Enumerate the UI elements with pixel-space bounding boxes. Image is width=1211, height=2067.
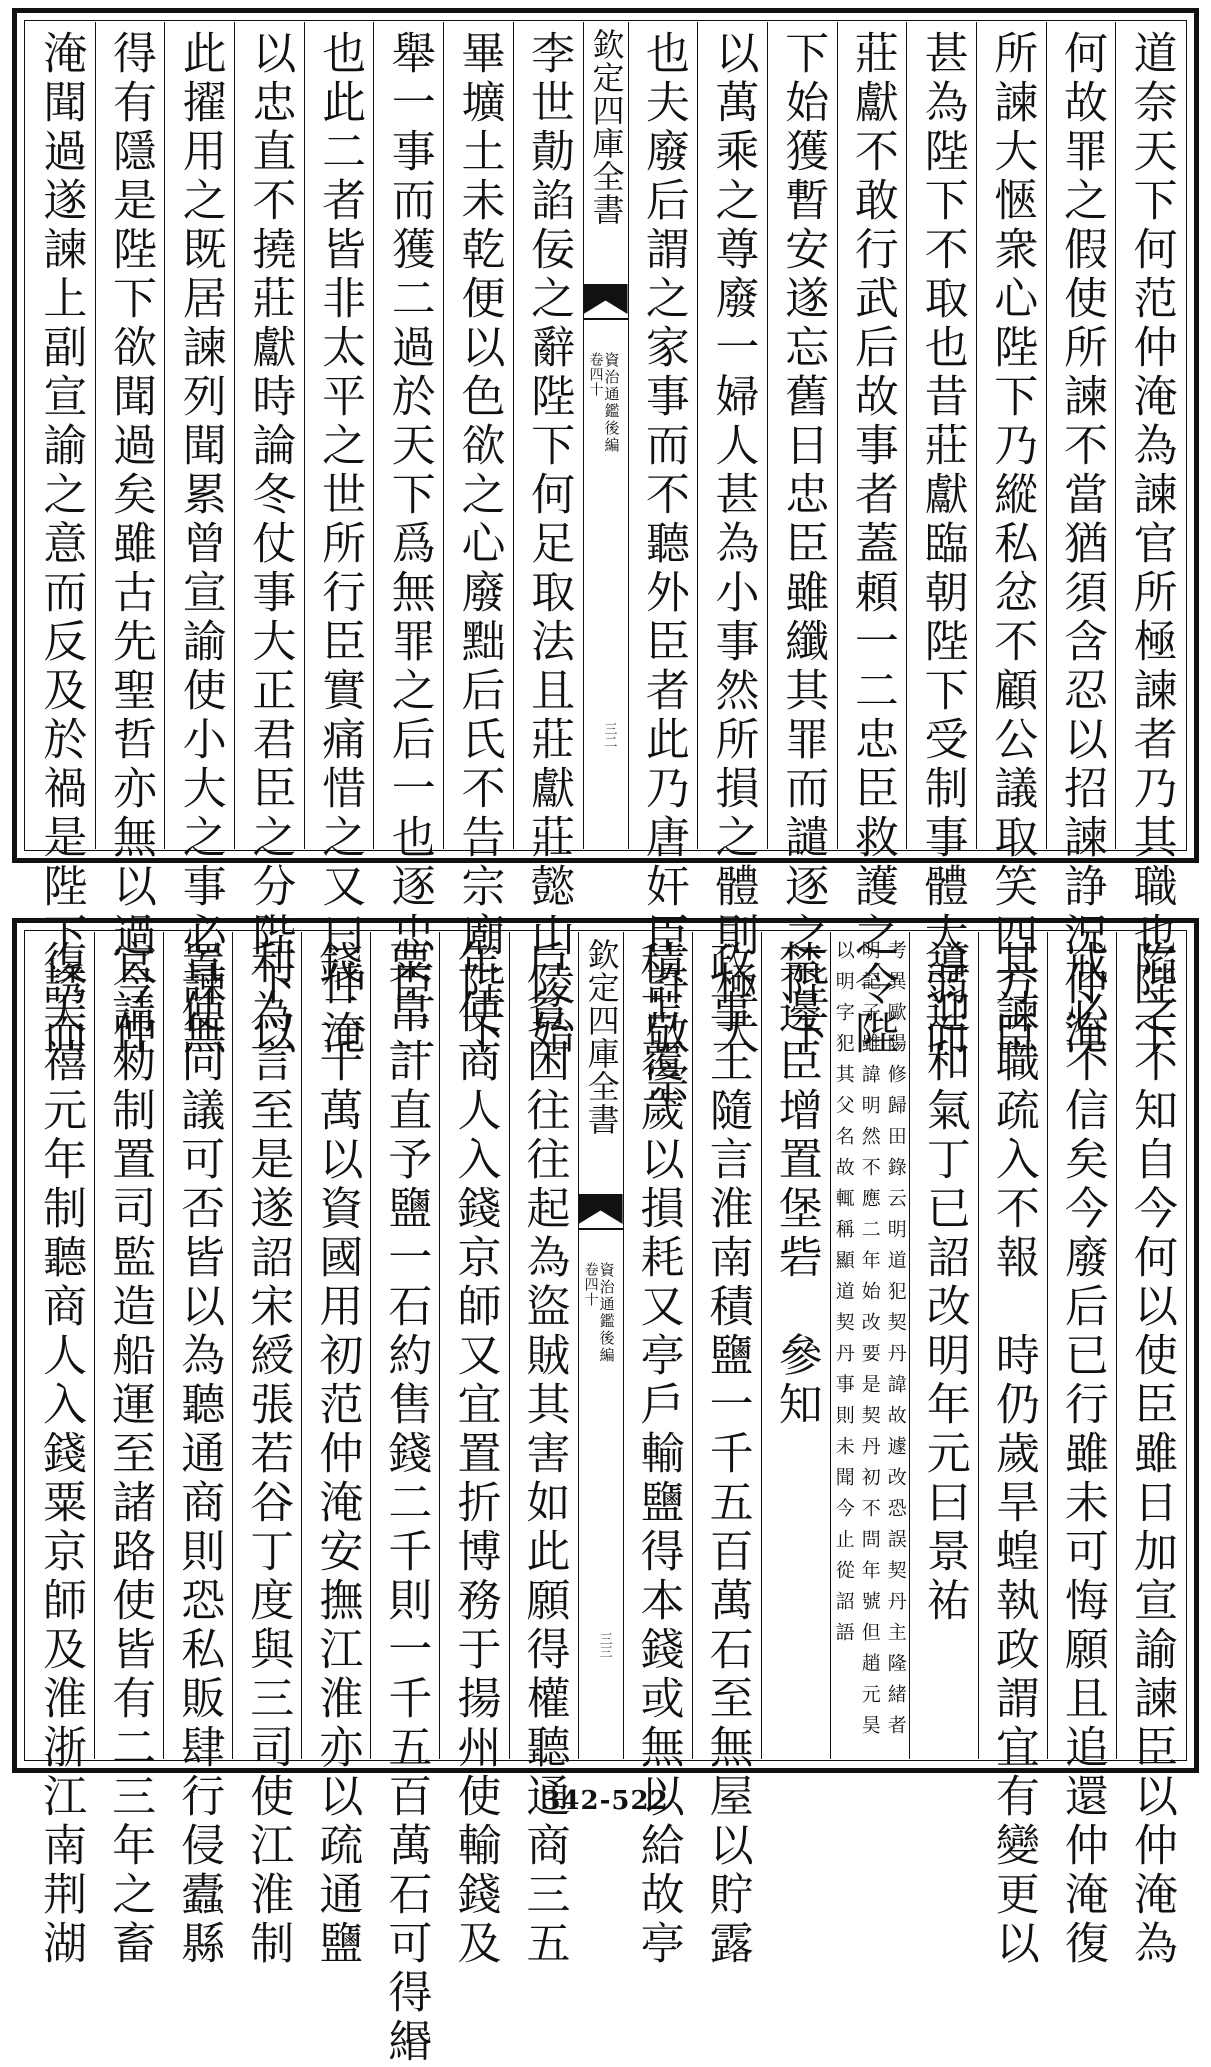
column-text: 莊獻不敢行武后故事者蓋頼一二忠臣救護之令陛: [846, 30, 898, 1059]
text-column: [978, 932, 1047, 1969]
column-text: 官請勑制置司監造船運至諸路使皆有二三年之畜: [104, 940, 156, 1969]
column-text: 粟帛計直予鹽一石約售錢二千則一千五百萬石可得緡: [380, 940, 432, 2067]
column-text: 也此二者皆非太平之世所行臣實痛惜之又曰仲淹: [314, 30, 366, 1059]
column-text: 戶貧困往往起為盜賊其害如此願得權聽通商三五: [518, 940, 570, 1969]
text-column: [1047, 932, 1116, 1969]
text-column: [509, 932, 578, 1969]
folio-number: 三三: [596, 1632, 612, 1658]
column-text: 陷之不知自今何以使臣雖日加宣諭諫臣以仲淹為: [1125, 940, 1177, 1969]
center-fold: [578, 932, 623, 1759]
column-text: 政事王隨言淮南積鹽一千五百萬石至無屋以貯露: [701, 940, 753, 1969]
fish-tail-mark: [584, 284, 628, 314]
column-text: 復天禧元年制聽商人入錢粟京師及淮浙江南荆湖: [35, 940, 87, 1969]
text-column: [304, 22, 374, 1059]
column-text: 舉一事而獲二過於天下爲無罪之后一也逐忠臣二: [383, 30, 435, 1059]
text-column: [697, 22, 767, 1059]
text-column: [1116, 932, 1185, 1969]
text-column: [513, 22, 583, 1059]
column-text: 戒必不信矣今廢后已行雖未可悔願且追還仲淹復: [1056, 940, 1108, 1969]
text-column: [164, 22, 234, 1059]
column-text: 得有隱是陛下欲聞過矣雖古先聖哲亦無以過今仲: [105, 30, 157, 1059]
column-text: 下始獲暫安遂忘舊日忠臣雖纖其罪而譴逐之陛下: [777, 30, 829, 1059]
fish-tail-line: [579, 1228, 623, 1244]
text-column: [301, 932, 370, 1969]
volume-label: 卷四十: [587, 352, 604, 397]
text-column: [163, 932, 232, 1969]
column-text: 所諫大愜衆心陛下乃縱私忿不顧公議取笑四方臣: [986, 30, 1038, 1059]
column-text: 年使商人入錢京師又宜置折博務于揚州使輸錢及: [449, 940, 501, 1969]
column-text: 禁邊臣增置堡砦 參知: [770, 940, 822, 1430]
column-text: 其諫職疏入不報 時仍歲旱蝗執政謂宜有變更以: [987, 940, 1039, 1969]
column-text: 李世勣諂佞之辭陛下何足取法且莊獻莊懿山陵始: [523, 30, 575, 1059]
fish-tail-mark: [579, 1194, 623, 1224]
upper-page-body: [26, 22, 1185, 1108]
text-column: [94, 932, 163, 1969]
text-column: [1046, 22, 1116, 1059]
column-text: 何故罪之假使所諫不當猶須含忍以招諫諍況仲淹: [1055, 30, 1107, 1059]
column-text: 此擢用之既居諫列聞累曾宣諭使小大之事必諫無: [174, 30, 226, 1059]
text-column: [909, 932, 978, 1759]
column-text: 利為言至是遂詔宋綬張若谷丁度與三司使江淮制: [242, 940, 294, 1969]
text-column: [234, 22, 304, 1059]
fish-tail-line: [584, 318, 628, 334]
column-text: 畢壙土未乾便以色欲之心廢黜后氏不告宗廟陛下: [453, 30, 505, 1059]
column-text: 甚為陛下不取也昔莊獻臨朝陛下受制事體大弱而: [916, 30, 968, 1059]
column-text: 導迎和氣丁已詔改明年元曰景祐: [918, 940, 970, 1626]
annotation-column: [830, 932, 909, 1759]
series-title: 欽定四庫全書: [587, 28, 626, 226]
column-text: 道奈天下何范仲淹為諫官所極諫者乃其職也陛下: [1125, 30, 1177, 1059]
page-number: 342-522: [542, 1786, 669, 1816]
text-column: [439, 932, 508, 1969]
text-column: [976, 22, 1046, 1059]
column-text: 積苫覆歲以損耗又亭戶輸鹽得本錢或無以給故亭: [632, 940, 684, 1969]
column-text: 以萬乘之尊廢一婦人甚為小事然所損之體則極大: [707, 30, 759, 1059]
text-column: [26, 22, 95, 1059]
book-title: 資治通鑑後編: [597, 1262, 616, 1364]
text-column: [761, 932, 830, 1759]
column-text: 淹聞過遂諫上副宣諭之意而反及於禍是陛下誘而: [35, 30, 87, 1059]
annotation-text: 考異歐陽修歸田錄云明道犯契丹諱故遽改恐誤契丹主隆緒者明記子雖諱明然不應二年始改要是契丹初不問年號但趙元昊以明字犯其父名故輒稱顯道契丹事則未聞今止從詔語: [832, 940, 907, 1746]
center-fold: [583, 22, 628, 849]
series-title: 欽定四庫全書: [582, 938, 621, 1136]
upper-page: [12, 8, 1199, 1108]
folio-number: 三二: [601, 722, 617, 748]
text-column: [1115, 22, 1185, 1059]
text-column: [767, 22, 837, 1059]
column-text: 錢二千萬以資國用初范仲淹安撫江淮亦以疏通鹽: [311, 940, 363, 1969]
text-column: [95, 22, 165, 1059]
volume-label: 卷四十: [582, 1262, 599, 1307]
text-column: [628, 22, 698, 1108]
text-column: [26, 932, 94, 1969]
text-column: [370, 932, 439, 2067]
text-column: [443, 22, 513, 1059]
column-text: 以忠直不撓莊獻時論冬仗事大正君臣之分陛下以: [244, 30, 296, 1059]
text-column: [837, 22, 907, 1059]
text-column: [623, 932, 692, 1969]
column-text: 置使同議可否皆以為聽通商則恐私販肆行侵蠹縣: [173, 940, 225, 1969]
book-title: 資治通鑑後編: [602, 352, 621, 454]
text-column: [692, 932, 761, 1969]
text-column: [373, 22, 443, 1059]
text-column: [232, 932, 301, 1969]
column-text: 也夫廢后謂之家事而不聽外臣者此乃唐奸臣許敬宗: [637, 30, 689, 1108]
text-column: [906, 22, 976, 1059]
